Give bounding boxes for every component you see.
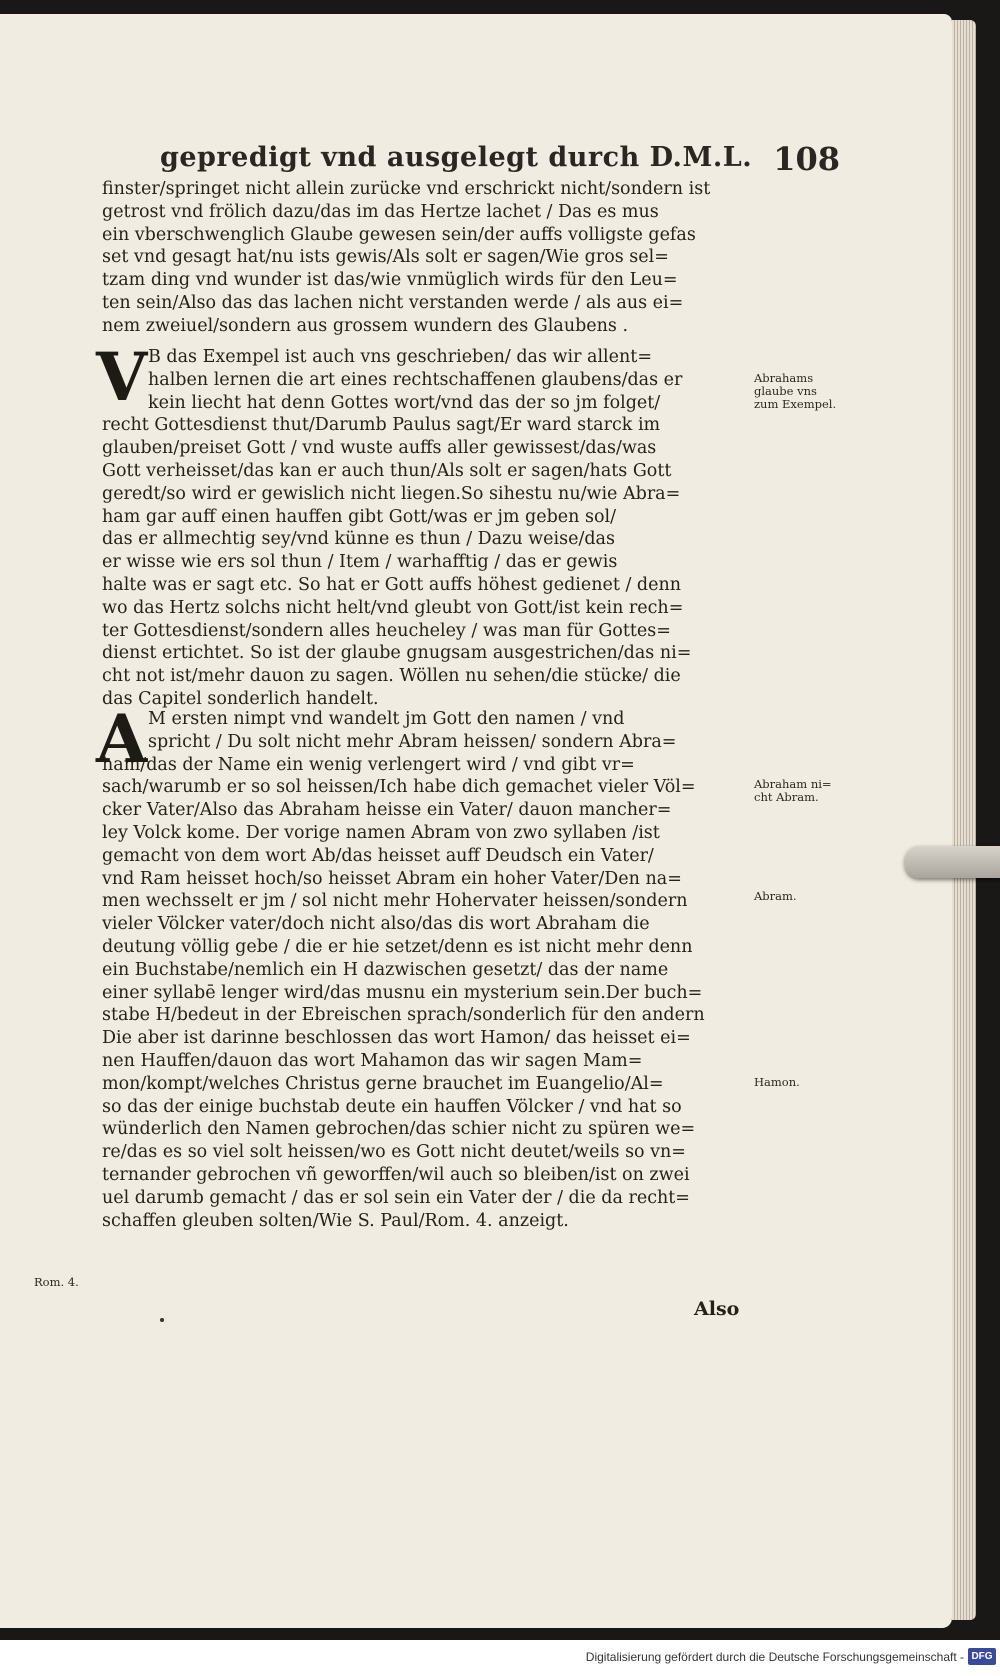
paragraph-2 [96, 338, 750, 711]
text-line: schaffen gleuben solten/Wie S. Paul/Rom. 4. anzeigt. [102, 1210, 569, 1231]
ink-dot [160, 1318, 164, 1322]
text-line: einer syllabē lenger wird/das musnu ein mysterium sein.Der buch= [102, 982, 703, 1003]
text-line: deutung völlig gebe / die er hie setzet/denn es ist nicht mehr denn [102, 936, 693, 957]
margin-note-abram [754, 890, 797, 903]
text-line: kein liecht hat denn Gottes wort/vnd das der so jm folget/ [148, 392, 661, 413]
text-line: finster/springet nicht allein zurücke vnd erschrickt nicht/sondern ist [102, 179, 711, 199]
margin-note-abraham-nicht-abram [754, 778, 832, 804]
page-edges [952, 20, 976, 1620]
text-line: sach/warumb er so sol heissen/Ich habe dich gemachet vieler Völ= [102, 777, 696, 798]
text-line: uel darumb gemacht / das er sol sein ein Vater der / die da recht= [102, 1187, 690, 1208]
margin-note-line: Abraham ni= [754, 777, 832, 791]
margin-note-line: Hamon. [754, 1075, 800, 1089]
margin-note-line: Abram. [754, 889, 797, 903]
text-line: halben lernen die art eines rechtschaffenen glaubens/das er [148, 369, 683, 390]
text-line: cker Vater/Also das Abraham heisse ein Vater/ dauon mancher= [102, 800, 672, 821]
text-line: stabe H/bedeut in der Ebreischen sprach/sonderlich für den andern [102, 1005, 705, 1026]
text-line: men wechsselt er jm / sol nicht mehr Hohervater heissen/sondern [102, 891, 688, 912]
drop-capital: A [96, 700, 148, 778]
text-line: vieler Völcker vater/doch nicht also/das dis wort Abraham die [102, 914, 650, 935]
text-line: wünderlich den Namen gebrochen/das schier nicht zu spüren we= [102, 1119, 696, 1140]
text-line: Gott verheisset/das kan er auch thun/Als solt er sagen/hats Gott [102, 460, 672, 481]
text-line: M ersten nimpt vnd wandelt jm Gott den namen / vnd [148, 709, 625, 729]
paragraph-1 [102, 178, 750, 338]
margin-note-line: Abrahams [754, 371, 814, 385]
text-line: ten sein/Also das das lachen nicht verstanden werde / als aus ei= [102, 292, 684, 313]
text-line: tzam ding vnd wunder ist das/wie vnmüglich wirds für den Leu= [102, 270, 678, 291]
text-line: gemacht von dem wort Ab/das heisset auff Deudsch ein Vater/ [102, 845, 654, 866]
dfg-logo: DFG [968, 1648, 996, 1665]
margin-note-line: zum Exempel. [754, 397, 837, 411]
text-line: re/das es so viel solt heissen/wo es Gott nicht deutet/weils so vn= [102, 1142, 686, 1163]
text-line: geredt/so wird er gewislich nicht liegen.So sihestu nu/wie Abra= [102, 483, 681, 504]
text-line: nen Hauffen/dauon das wort Mahamon das wir sagen Mam= [102, 1050, 643, 1071]
text-line: B das Exempel ist auch vns geschrieben/ das wir allent= [148, 347, 652, 367]
page-number: 108 [773, 140, 840, 178]
margin-note-line: cht Abram. [754, 790, 819, 804]
paragraph-3 [96, 700, 750, 1232]
margin-note-abrahams-glaube [754, 372, 836, 411]
text-line: nem zweiuel/sondern aus grossem wundern des Glaubens . [102, 315, 629, 336]
text-line: set vnd gesagt hat/nu ists gewis/Als solt er sagen/Wie gros sel= [102, 247, 669, 268]
text-line: ein vberschwenglich Glaube gewesen sein/der auffs volligste gefas [102, 224, 696, 245]
text-line: Die aber ist darinne beschlossen das wort Hamon/ das heisset ei= [102, 1028, 691, 1049]
catchword: Also [694, 1298, 740, 1320]
text-line: ternander gebrochen vñ geworffen/wil auch so bleiben/ist on zwei [102, 1164, 690, 1185]
margin-note-line: Rom. 4. [34, 1275, 79, 1289]
text-line: dienst ertichtet. So ist der glaube gnugsam ausgestrichen/das ni= [102, 643, 692, 664]
text-line: cht not ist/mehr dauon zu sagen. Wöllen nu sehen/die stücke/ die [102, 666, 681, 687]
text-line: mon/kompt/welches Christus gerne brauchet im Euangelio/Al= [102, 1073, 664, 1094]
bookmark-ribbon [905, 846, 1000, 878]
drop-capital: V [96, 338, 148, 416]
text-line: glauben/preiset Gott / vnd wuste auffs aller gewissest/das/was [102, 438, 657, 459]
text-line: so das der einige buchstab deute ein hauffen Völcker / vnd hat so [102, 1096, 682, 1117]
text-line: vnd Ram heisset hoch/so heisset Abram ein hoher Vater/Den na= [102, 868, 682, 889]
text-line: spricht / Du solt nicht mehr Abram heissen/ sondern Abra= [148, 731, 677, 752]
text-line: ley Volck kome. Der vorige namen Abram von zwo syllaben /ist [102, 822, 660, 843]
margin-note-hamon [754, 1076, 800, 1089]
text-line: ham/das der Name ein wenig verlengert wird / vnd gibt vr= [102, 754, 635, 775]
text-line: ham gar auff einen hauffen gibt Gott/was er jm geben sol/ [102, 506, 616, 527]
text-line: er wisse wie ers sol thun / Item / warhafftig / das er gewis [102, 552, 618, 573]
text-line: wo das Hertz solchs nicht helt/vnd gleubt von Gott/ist kein rech= [102, 597, 684, 618]
text-line: das Capitel sonderlich handelt. [102, 688, 379, 709]
margin-note-line: glaube vns [754, 384, 817, 398]
running-head: gepredigt vnd ausgelegt durch D.M.L. [160, 142, 753, 173]
text-line: das er allmechtig sey/vnd künne es thun / Dazu weise/das [102, 529, 615, 550]
text-line: halte was er sagt etc. So hat er Gott auffs höhest gedienet / denn [102, 574, 682, 595]
margin-note-rom-4 [34, 1276, 79, 1289]
text-line: ter Gottesdienst/sondern alles heucheley / was man für Gottes= [102, 620, 671, 641]
text-line: recht Gottesdienst thut/Darumb Paulus sagt/Er ward starck im [102, 415, 661, 436]
text-line: getrost vnd frölich dazu/das im das Hertze lachet / Das es mus [102, 201, 659, 222]
text-line: ein Buchstabe/nemlich ein H dazwischen gesetzt/ das der name [102, 959, 669, 980]
footer-bar [0, 1640, 1000, 1676]
footer-credit: Digitalisierung gefördert durch die Deutsche Forschungsgemeinschaft - [585, 1650, 964, 1664]
